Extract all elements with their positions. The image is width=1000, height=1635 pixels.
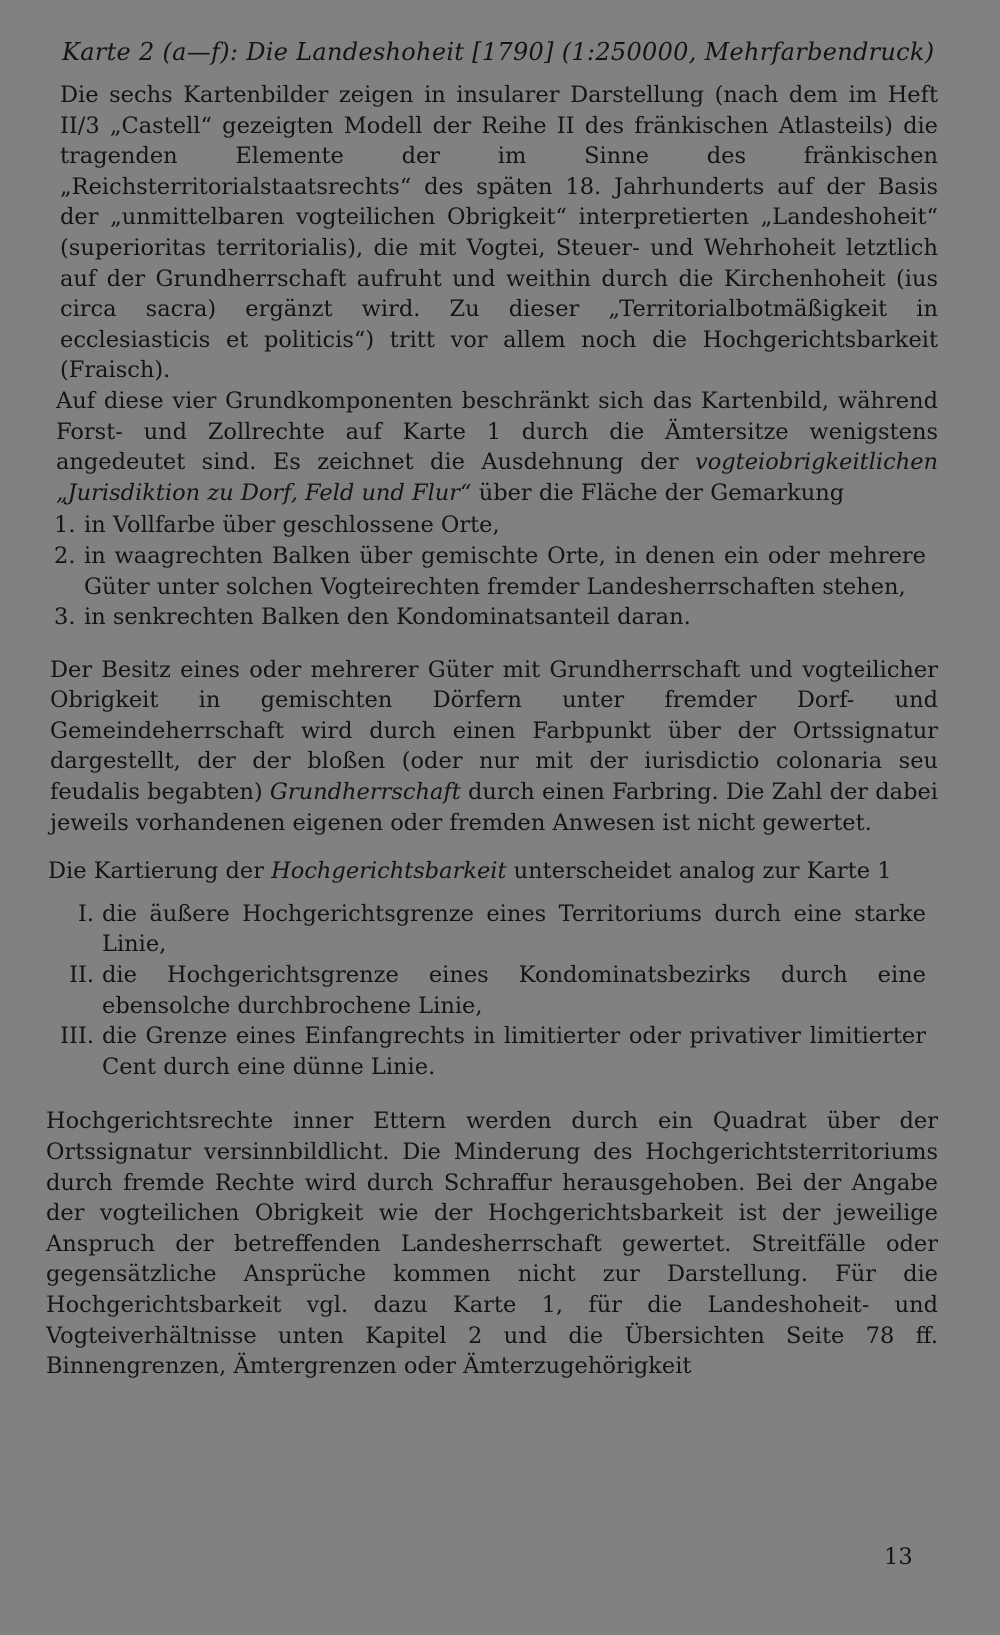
list-item-text: die Grenze eines Einfangrechts in limitierter oder privativer limitierter Cent durch eine dünne Linie. <box>102 1023 926 1080</box>
list-item-text: in Vollfarbe über geschlossene Orte, <box>84 512 500 539</box>
list-item <box>54 510 926 541</box>
list-item-text: in waagrechten Balken über gemischte Orte, in denen ein oder mehrere Güter unter solchen Vogteirechten fremder Landesherrschaften stehen, <box>84 542 926 600</box>
list-item-number: 2. <box>54 542 76 569</box>
numbered-list-vogtei <box>54 510 926 632</box>
paragraph-hochgerichtsrechte <box>46 1106 938 1381</box>
list-item <box>54 602 926 633</box>
list-item-number: 3. <box>54 604 76 631</box>
list-item-number: III. <box>60 1023 94 1050</box>
paragraph-hochgericht-emphasis: Hochgerichtsbarkeit <box>271 858 507 885</box>
paragraph-grundherrschaft-text-b: durch einen Farbring. Die Zahl der dabei jeweils vorhandenen eigenen oder fremden Anwesen ist nicht gewertet. <box>50 779 939 836</box>
paragraph-grundherrschaft <box>50 655 938 839</box>
paragraph-components-text-a: Auf diese vier Grundkomponenten beschränkt sich das Kartenbild, während Forst- und Zollrechte auf Karte 1 durch die Ämtersitze wenigstens angedeutet sind. Es zeichnet die Ausdehnung der <box>56 387 938 476</box>
paragraph-hochgericht-text-b: unterscheidet analog zur Karte 1 <box>506 858 892 885</box>
list-item <box>54 899 926 960</box>
list-item <box>54 541 926 602</box>
page-number: 13 <box>884 1544 913 1570</box>
paragraph-intro-text: Die sechs Kartenbilder zeigen in insularer Darstellung (nach dem im Heft II/3 „Castell“ gezeigten Modell der Reihe II des fränkischen Atlasteils) die tragenden Elemente der im Sinne des fränkischen „Reichsterritorialstaatsrechts“ des späten 18. Jahrhunderts auf der Basis der „unmittelbaren vogteilichen Obrigkeit“ interpretierten „Landeshoheit“ (superioritas territorialis), die mit Vogtei, Steuer- und Wehrhoheit letztlich auf der Grundherrschaft aufruht und weithin durch die Kirchenhoheit (ius circa sacra) ergänzt wird. Zu dieser „Territorialbotmäßigkeit in ecclesiasticis et politicis“) tritt vor allem noch die Hochgerichtsbarkeit (Fraisch). <box>60 82 938 384</box>
list-item-number: I. <box>77 900 94 927</box>
paragraph-components-emphasis: vogteiobrigkeitlichen „Jurisdiktion zu Dorf, Feld und Flur“ <box>56 449 938 506</box>
list-item-text: die äußere Hochgerichtsgrenze eines Territoriums durch eine starke Linie, <box>102 900 926 958</box>
paragraph-hochgericht <box>48 856 938 887</box>
paragraph-components-text-b: über die Fläche der Gemarkung <box>471 479 845 506</box>
list-item-text: in senkrechten Balken den Kondominatsanteil daran. <box>84 604 691 631</box>
paragraph-components <box>56 386 938 508</box>
list-item <box>54 960 926 1021</box>
paragraph-hochgericht-text-a: Die Kartierung der <box>48 858 272 885</box>
document-page <box>48 38 938 1382</box>
paragraph-intro <box>60 80 938 386</box>
paragraph-grundherrschaft-text-a: Der Besitz eines oder mehrerer Güter mit Grundherrschaft und vogteilicher Obrigkeit in gemischten Dörfern unter fremder Dorf- und Gemeindeherrschaft wird durch einen Farbpunkt über der Ortssignatur dargestellt, der der bloßen (oder nur mit der iurisdictio colonaria seu feudalis begabten) <box>50 656 938 806</box>
page-heading: Karte 2 (a—f): Die Landeshoheit [1790] (1:250000, Mehrfarbendruck) <box>62 38 935 66</box>
list-item <box>54 1021 926 1082</box>
list-item-number: 1. <box>54 512 76 539</box>
paragraph-hochgerichtsrechte-text: Hochgerichtsrechte inner Ettern werden durch ein Quadrat über der Ortssignatur versinnbildlicht. Die Minderung des Hochgerichtsterritoriums durch fremde Rechte wird durch Schraffur herausgehoben. Bei der Angabe der vogteilichen Obrigkeit wie der Hochgerichtsbarkeit ist der jeweilige Anspruch der betreffenden Landesherrschaft gewertet. Streitfälle oder gegensätzliche Ansprüche kommen nicht zur Darstellung. Für die Hochgerichtsbarkeit vgl. dazu Karte 1, für die Landeshoheit- und Vogteiverhältnisse unten Kapitel 2 und die Übersichten Seite 78 ff. Binnengrenzen, Ämtergrenzen oder Ämterzugehörigkeit <box>46 1108 938 1380</box>
paragraph-grundherrschaft-emphasis: Grundherrschaft <box>269 779 461 806</box>
list-item-text: die Hochgerichtsgrenze eines Kondominatsbezirks durch eine ebensolche durchbrochene Linie, <box>102 962 926 1019</box>
numbered-list-grenzen <box>54 899 926 1083</box>
list-item-number: II. <box>69 962 94 989</box>
